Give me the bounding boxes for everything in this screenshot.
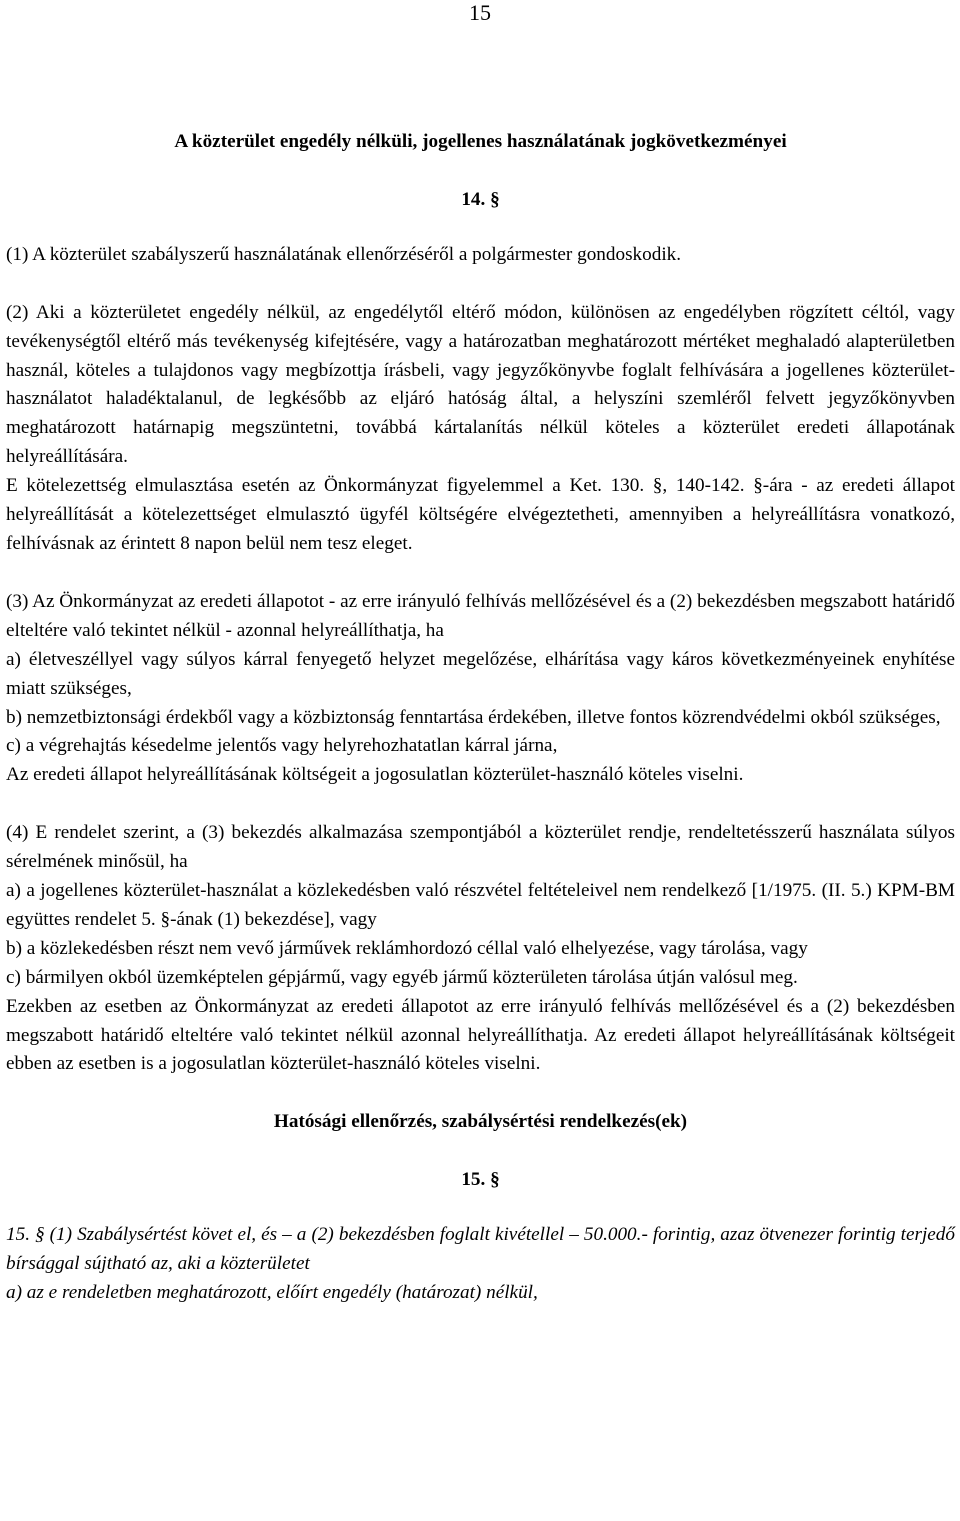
paragraph-2-obligation: E kötelezettség elmulasztása esetén az Önkormányzat figyelemmel a Ket. 130. §, 140-142. §-ára - az eredeti állapot helyreállítását a kötelezettséget elmulasztó ügyfél költségére elvégeztetheti, amennyiben a helyreállításra vonatkozó, felhívásnak az érintett 8 napon belül nem tesz eleget. bbox=[6, 475, 955, 554]
paragraph-4-point-a: a) a jogellenes közterület-használat a közlekedésben való részvétel feltételeivel nem rendelkező [1/1975. (II. 5.) KPM-BM együttes rendelet 5. §-ának (1) bekezdése], vagy bbox=[6, 880, 955, 930]
paragraph-3-costs: Az eredeti állapot helyreállításának költségeit a jogosulatlan közterület-használó köteles viselni. bbox=[6, 764, 744, 786]
paragraph-3-point-a: a) életveszéllyel vagy súlyos kárral fenyegető helyzet megelőzése, elhárítása vagy káros következményeinek enyhítése miatt szükséges, bbox=[6, 648, 955, 699]
paragraph-2: (2) Aki a közterületet engedély nélkül, az engedélytől eltérő módon, különösen az engedélyben rögzített céltól, vagy tevékenységtől eltérő más tevékenység kifejtésére, vagy a határozatban meghatározott mértéket meghaladó alapterületben használ, köteles a tulajdonos vagy megbízottja írásbeli, vagy jegyzőkönyvbe foglalt felhívására a jogellenes közterület-használatot haladéktalanul, de legkésőbb az eljáró hatóság által, a helyszíni szemléről felvett jegyzőkönyvben meghatározott határnapig megszüntetni, továbbá kártalanítás nélkül köteles a közterület eredeti állapotának helyreállítására. bbox=[6, 301, 955, 468]
paragraph-3-point-c: c) a végrehajtás késedelme jelentős vagy helyrehozhatatlan kárral járna, bbox=[6, 735, 558, 757]
paragraph-4-costs: Ezekben az esetben az Önkormányzat az eredeti állapotot az erre irányuló felhívás mellőzésével és a (2) bekezdésben megszabott határidő elteltére való tekintet nélkül azonnal helyreállíthatja. Az eredeti állapot helyreállításának költségeit ebben az esetben is a jogosulatlan közterület-használó köteles viselni. bbox=[6, 995, 955, 1075]
section-2-title: Hatósági ellenőrzés, szabálysértési rendelkezés(ek) bbox=[273, 1111, 688, 1133]
paragraph-4-point-c: c) bármilyen okból üzemképtelen gépjármű, vagy egyéb jármű közterületen tárolása útján valósul meg. bbox=[6, 966, 798, 988]
paragraph-3: (3) Az Önkormányzat az eredeti állapotot - az erre irányuló felhívás mellőzésével és a (2) bekezdésben megszabott határidő elteltére való tekintet nélkül - azonnal helyreállíthatja, ha bbox=[6, 590, 955, 641]
section-15-text bbox=[6, 1221, 955, 1308]
paragraph-1: (1) A közterület szabályszerű használatának ellenőrzéséről a polgármester gondoskodik. bbox=[6, 243, 682, 265]
paragraph-5-point-a: a) az e rendeletben meghatározott, előírt engedély (határozat) nélkül, bbox=[6, 1282, 538, 1303]
document-body bbox=[6, 128, 955, 1308]
paragraph-4: (4) E rendelet szerint, a (3) bekezdés alkalmazása szempontjából a közterület rendje, rendeltetésszerű használata súlyos sérelmének minősül, ha bbox=[6, 822, 955, 873]
paragraph-4-point-b: b) a közlekedésben részt nem vevő járművek reklámhordozó céllal való elhelyezése, vagy tárolása, vagy bbox=[6, 937, 808, 959]
page-number: 15 bbox=[469, 0, 491, 25]
section-15-number: 15. § bbox=[461, 1169, 500, 1191]
paragraph-5: 15. § (1) Szabálysértést követ el, és – a (2) bekezdésben foglalt kivétellel – 50.000.- forintig, azaz ötvenezer forintig terjedő bírsággal sújtható az, aki a közterületet bbox=[6, 1224, 955, 1275]
paragraph-3-point-b: b) nemzetbiztonsági érdekből vagy a közbiztonság fenntartása érdekében, illetve fontos közrendvédelmi okból szükséges, bbox=[6, 706, 941, 728]
section-14-number: 14. § bbox=[461, 188, 500, 210]
section-title: A közterület engedély nélküli, jogellenes használatának jogkövetkezményei bbox=[174, 131, 787, 152]
